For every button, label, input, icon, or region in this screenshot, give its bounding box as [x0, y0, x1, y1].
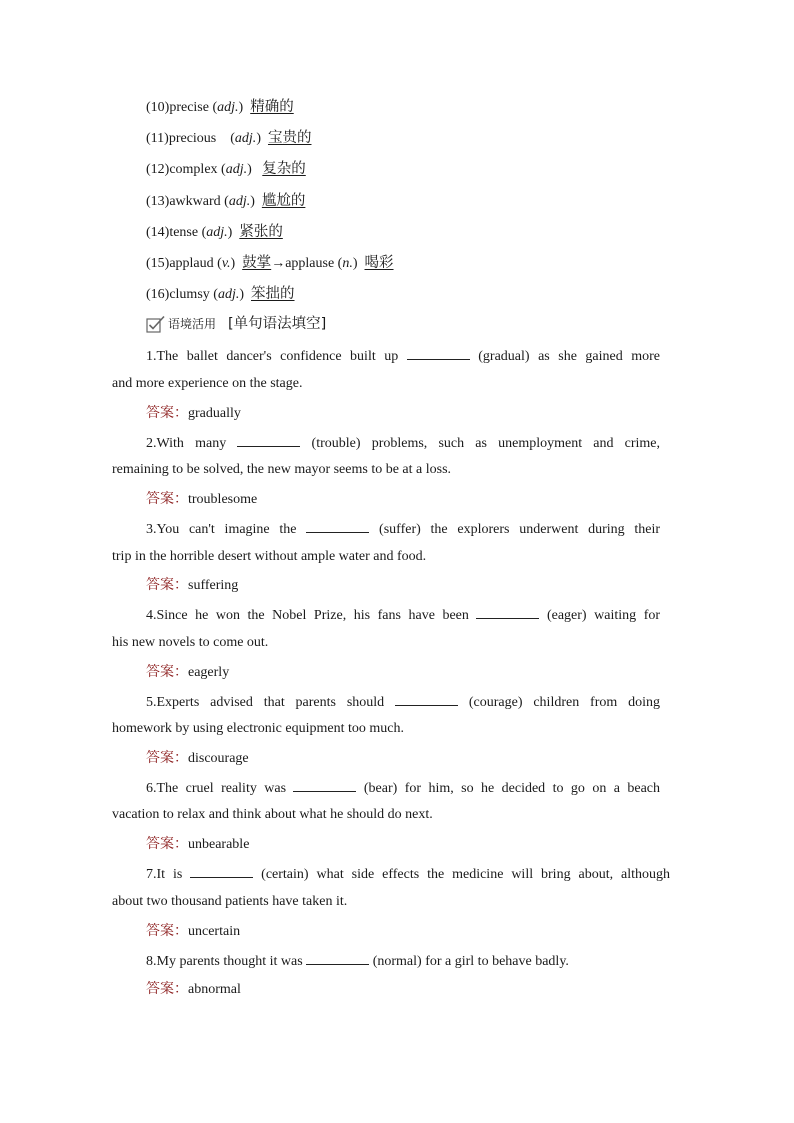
question-line: 3.You can't imagine the (suffer) the explorers underwent during their	[146, 522, 661, 537]
vocab-word: tense	[169, 225, 199, 240]
vocab-item: (14)tense (adj.) 紧张的	[146, 224, 283, 240]
answer-label: 答案：	[146, 981, 188, 997]
vocab-meaning: 笨拙的	[251, 286, 295, 302]
vocab-meaning: 精确的	[250, 99, 294, 115]
section-header	[146, 314, 326, 334]
section-tag: 语境活用	[168, 317, 217, 331]
answer-label: 答案：	[146, 577, 188, 593]
vocab-meaning: 紧张的	[239, 224, 283, 240]
fill-blank	[476, 606, 539, 619]
question-line: 1.The ballet dancer's confidence built up (gradual) as she gained more	[146, 349, 661, 364]
answer-text: troublesome	[188, 492, 258, 507]
fill-blank	[190, 865, 253, 878]
vocab-word: precious	[168, 131, 217, 146]
fill-blank	[306, 952, 369, 965]
vocab-pos: n.	[342, 256, 353, 271]
answer-line	[146, 490, 257, 509]
answer-text: discourage	[188, 751, 249, 766]
answer-line	[146, 749, 249, 768]
checkbox-pencil-icon	[146, 314, 166, 334]
question-continuation: homework by using electronic equipment too much.	[112, 721, 404, 736]
answer-line	[146, 663, 229, 682]
vocab-item: (13)awkward (adj.) 尴尬的	[146, 193, 306, 209]
answer-line	[146, 404, 241, 423]
vocab-meaning: 复杂的	[262, 161, 306, 177]
answer-text: abnormal	[188, 982, 241, 997]
question-line: 4.Since he won the Nobel Prize, his fans have been (eager) waiting for	[146, 608, 661, 623]
fill-blank	[293, 779, 356, 792]
answer-text: gradually	[188, 406, 241, 421]
question-line: 5.Experts advised that parents should (courage) children from doing	[146, 695, 661, 710]
answer-label: 答案：	[146, 923, 188, 939]
answer-text: uncertain	[188, 924, 241, 939]
vocab-word: awkward	[169, 194, 221, 209]
vocab-pos: adj.	[228, 194, 251, 209]
vocab-pos: adj.	[234, 131, 257, 146]
vocab-item: (16)clumsy (adj.) 笨拙的	[146, 286, 295, 302]
answer-label: 答案：	[146, 664, 188, 680]
question-continuation: remaining to be solved, the new mayor seems to be at a loss.	[112, 462, 452, 477]
vocab-number: (12)	[146, 162, 170, 177]
vocab-item: (12)complex (adj.) 复杂的	[146, 161, 306, 177]
vocab-pos: v.	[221, 256, 231, 271]
vocab-item: (15)applaud (v.) 鼓掌→applause (n.) 喝彩	[146, 255, 394, 271]
question-line: 7.It is (certain) what side effects the medicine will bring about, although	[146, 867, 671, 882]
vocab-meaning: 鼓掌	[242, 255, 272, 271]
vocab-pos: adj.	[225, 162, 248, 177]
answer-label: 答案：	[146, 491, 188, 507]
vocab-pos: adj.	[206, 225, 228, 240]
answer-text: unbearable	[188, 837, 250, 852]
vocab-number: (16)	[146, 287, 170, 302]
answer-line	[146, 835, 249, 854]
vocab-number: (14)	[146, 225, 170, 240]
vocab-word: precise	[169, 100, 209, 115]
vocab-meaning: 宝贵的	[267, 130, 312, 146]
vocab-word: complex	[169, 162, 218, 177]
question-line: 8.My parents thought it was (normal) for a girl to behave badly.	[146, 954, 569, 969]
vocab-pos: adj.	[217, 287, 240, 302]
vocab-word: applause	[285, 256, 335, 271]
vocab-number: (10)	[146, 100, 170, 115]
answer-label: 答案：	[146, 750, 188, 766]
vocab-number: (13)	[146, 194, 170, 209]
answer-line	[146, 922, 240, 941]
answer-line	[146, 576, 238, 595]
fill-blank	[395, 693, 458, 706]
vocab-number: (15)	[146, 256, 170, 271]
fill-blank	[407, 347, 470, 360]
question-continuation: vacation to relax and think about what he should do next.	[112, 807, 433, 822]
vocab-item: (10)precise (adj.) 精确的	[146, 99, 294, 115]
arrow-icon: →	[271, 256, 286, 271]
vocab-item: (11)precious (adj.) 宝贵的	[146, 130, 312, 146]
question-continuation: about two thousand patients have taken it.	[112, 894, 348, 909]
section-heading: [单句语法填空]	[228, 316, 327, 332]
answer-line	[146, 980, 241, 999]
question-line: 6.The cruel reality was (bear) for him, so he decided to go on a beach	[146, 781, 661, 796]
vocab-meaning: 尴尬的	[261, 193, 306, 209]
question-continuation: his new novels to come out.	[112, 635, 269, 650]
answer-label: 答案：	[146, 405, 188, 421]
question-continuation: and more experience on the stage.	[112, 376, 303, 391]
answer-text: suffering	[188, 578, 239, 593]
question-line: 2.With many (trouble) problems, such as unemployment and crime,	[146, 436, 661, 451]
question-continuation: trip in the horrible desert without ample water and food.	[112, 549, 427, 564]
vocab-pos: adj.	[217, 100, 239, 115]
fill-blank	[237, 434, 300, 447]
vocab-word: clumsy	[169, 287, 210, 302]
answer-label: 答案：	[146, 836, 188, 852]
vocab-number: (11)	[146, 131, 169, 146]
vocab-meaning: 喝彩	[364, 255, 394, 271]
answer-text: eagerly	[188, 665, 230, 680]
vocab-word: applaud	[169, 256, 214, 271]
fill-blank	[306, 520, 369, 533]
